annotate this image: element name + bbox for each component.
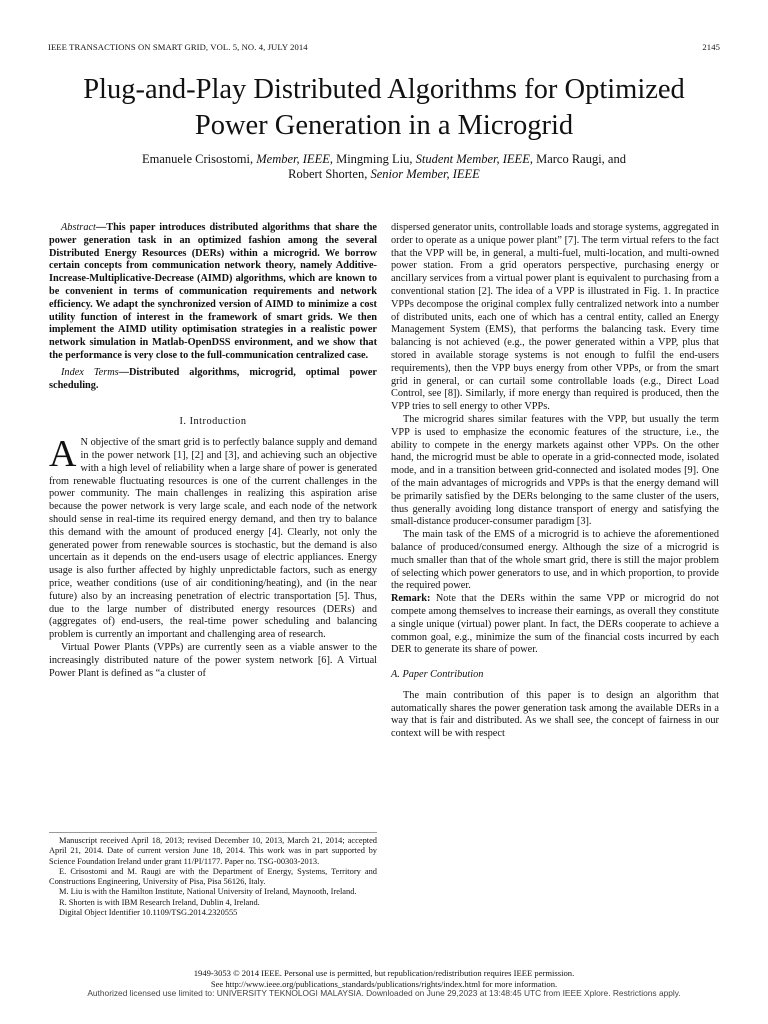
index-terms-text: —Distributed algorithms, microgrid, optimal power scheduling. bbox=[49, 366, 377, 391]
index-terms-label: Index Terms bbox=[61, 366, 119, 378]
title-line-1: Plug-and-Play Distributed Algorithms for Optimized bbox=[83, 74, 685, 105]
author-4-role: Senior Member, IEEE bbox=[370, 167, 480, 181]
contribution-paragraph: The main contribution of this paper is to design an algorithm that automatically shares the power generation task among the available DERs in a way that is fair and distributed. As we shall see, the concept of fairness in our context will be with respect bbox=[391, 689, 719, 740]
abstract-label: Abstract bbox=[61, 222, 96, 233]
copyright-line-1: 1949-3053 © 2014 IEEE. Personal use is permitted, but republication/redistribution requires IEEE permission. bbox=[193, 968, 575, 978]
intro-paragraph-1-text: N objective of the smart grid is to perfectly balance supply and demand in the power network [1], [2] and [3], and achieving such an objective with a high level of reliability when a large share of power is generated from renewable fluctuating resources is one of the current challenges in the power community. The main challenges in realizing this aspiration arise because the power network is very large scale, and each node of the network should sense in real-time its required energy demand, and then try to balance this demand with the amount of produced energy [4]. Clearly, not only the generated power from renewable sources is stochastic, but the demand is also uncertain as it depends on the end-users usage of electric appliances. Energy usage is also further affected by highly unpredictable factors, such as energy price, weather conditions (use of air conditioning/heating), and (in the near future) also by an increasing penetration of electric transportation [5]. Thus, due to the large number of distributed energy resources (DERs) and (aggregates of) end-users, the real-time power scheduling and balancing problem is currently an important and challenging area of research. bbox=[49, 437, 377, 641]
author-2-name: , Mingming Liu, bbox=[329, 152, 413, 166]
footnote-affiliation-2: M. Liu is with the Hamilton Institute, National University of Ireland, Maynooth, Ireland. bbox=[59, 887, 357, 897]
abstract bbox=[49, 222, 377, 363]
intro-paragraph-3: dispersed generator units, controllable loads and storage systems, aggregated in order to operate as a unique power plant” [7]. The term virtual refers to the fact that the VPP will be, in general, a multi-fuel, multi-location, and multi-owned power station. From a grid operators perspective, purchasing energy or ancillary services from a virtual power plant is equivalent to purchasing from a conventional station [2]. The idea of a VPP is illustrated in Fig. 1. In practice VPPs decompose the original complex fully centralized network into a number of distributed units, each one of which has a central entity, called an Energy Management System (EMS), that performs the balancing task. Every time balancing is not achieved (e.g., the power generated within a VPP, plus that stored in available storage systems is not enough to fulfil the end-users requirements), then the VPP buys energy from other VPPs, or from the smart grid in general, or can curtail some controllable loads (e.g., Direct Load Control, see [8]). Similarly, if more energy than required is produced, then the VPP tries to sell energy to other VPPs. bbox=[391, 222, 719, 413]
remark-label: Remark: bbox=[391, 593, 431, 605]
abstract-text: —This paper introduces distributed algorithms that share the power generation task in an optimized fashion among the several Distributed Energy Resources (DERs) within a microgrid. We borrow certain concepts from communication network theory, namely Additive-Increase-Multiplicative-Decrease (AIMD) algorithms, which are known to be convenient in terms of communication requirements and network efficiency. We adapt the synchronized version of AIMD to minimize a cost utility function of interest in the framework of smart grids. We then implement the AIMD utility optimisation strategies in a realistic power network simulation in Matlab-OpenDSS environment, and we show that the performance is very close to the full-communication centralized case. bbox=[49, 222, 377, 361]
drop-cap: A bbox=[49, 433, 77, 476]
author-3-name: , Marco Raugi, and bbox=[529, 152, 626, 166]
author-2-role: Student Member, IEEE bbox=[415, 152, 530, 166]
running-head bbox=[48, 42, 720, 52]
right-column bbox=[391, 222, 719, 741]
author-4-name: Robert Shorten, bbox=[288, 167, 368, 181]
index-terms bbox=[49, 367, 377, 393]
footnote-doi: Digital Object Identifier 10.1109/TSG.2014.2320555 bbox=[59, 908, 238, 918]
title-line-2: Power Generation in a Microgrid bbox=[194, 110, 574, 141]
author-1-role: Member, IEEE bbox=[256, 152, 330, 166]
subsection-heading-paper-contribution: A. Paper Contribution bbox=[391, 669, 484, 681]
left-column bbox=[49, 222, 377, 680]
footnote-affiliation-3: R. Shorten is with IBM Research Ireland, Dublin 4, Ireland. bbox=[59, 897, 260, 907]
copyright-notice bbox=[40, 968, 728, 990]
footnotes bbox=[49, 832, 377, 918]
remark-paragraph bbox=[391, 593, 719, 657]
remark-text: Note that the DERs within the same VPP or microgrid do not compete among themselves to increase their earnings, as overall they constitute a single unique (virtual) power plant. In fact, the DERs cooperate to achieve a common goal, e.g., minimize the sum of the financial costs incurred by each DER to generate its share of power. bbox=[391, 593, 719, 656]
intro-paragraph-5: The main task of the EMS of a microgrid is to achieve the aforementioned balance of produced/consumed energy. Although the size of a microgrid is much smaller than that of the whole smart grid, there is still the major problem of selecting which power generators to use, and in which proportion, to provide the required power. bbox=[391, 529, 719, 592]
page-number: 2145 bbox=[702, 42, 720, 52]
license-banner: Authorized licensed use limited to: UNIVERSITY TEKNOLOGI MALAYSIA. Downloaded on June 29,2023 at 13:48:45 UTC from IEEE Xplore. Restrictions apply. bbox=[87, 988, 681, 998]
intro-paragraph-2: Virtual Power Plants (VPPs) are currently seen as a viable answer to the increasingly distributed nature of the power system network [6]. A Virtual Power Plant is defined as “a cluster of bbox=[49, 641, 377, 679]
footnote-affiliation-1: E. Crisostomi and M. Raugi are with the Department of Energy, Systems, Territory and Constructions Engineering, University of Pisa, Pisa 56126, Italy. bbox=[49, 866, 377, 887]
journal-info: IEEE TRANSACTIONS ON SMART GRID, VOL. 5, NO. 4, JULY 2014 bbox=[48, 42, 308, 52]
author-list bbox=[40, 152, 728, 182]
intro-paragraph-1 bbox=[49, 433, 377, 642]
author-1-name: Emanuele Crisostomi, bbox=[142, 152, 254, 166]
copyright-line-2: See http://www.ieee.org/publications_standards/publications/rights/index.html for more information. bbox=[210, 978, 558, 989]
footnote-manuscript: Manuscript received April 18, 2013; revised December 10, 2013, March 21, 2014; accepted April 21, 2014. Date of current version June 18, 2014. This work was in part supported by Science Foundation Ireland under grant 11/PI/1177. Paper no. TSG-00303-2013. bbox=[49, 836, 377, 866]
intro-paragraph-4: The microgrid shares similar features with the VPP, but usually the term VPP is used to emphasize the economic features of the structure, i.e., the ability to compete in the energy markets against other VPPs. On the other hand, the microgrid must be able to operate in a grid-connected mode, isolated mode, and in a transition between grid-connected and isolated modes [9]. One of the main advantages of microgrids and VPPs is that the energy demand will be primarily satisfied by the DERs belonging to the same cluster of the users, thus generally avoiding long distance transport of energy and satisfying the small-distance producer-consumer paradigm [3]. bbox=[391, 413, 719, 528]
paper-title bbox=[40, 72, 728, 144]
section-heading-introduction: I. Introduction bbox=[179, 416, 247, 428]
